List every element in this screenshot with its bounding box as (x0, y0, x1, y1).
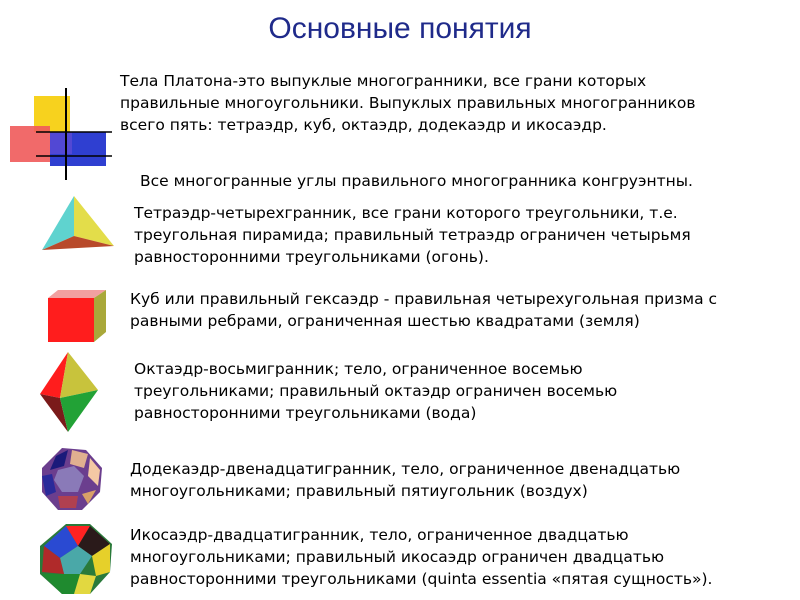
description-line: равными ребрами, ограниченная шестью квадратами (земля) (130, 312, 640, 330)
cube-icon (44, 286, 110, 346)
description-line: многоугольниками; правильный пятиугольник (воздух) (130, 482, 588, 500)
intro-line: правильные многоугольники. Выпуклых правильных многогранников (120, 94, 696, 112)
description-line: Тетраэдр-четырехгранник, все грани которого треугольники, т.е. (134, 204, 678, 222)
intro-line: всего пять: тетраэдр, куб, октаэдр, додекаэдр и икосаэдр. (120, 116, 607, 134)
description-line: Октаэдр-восьмигранник; тело, ограниченное восемью (134, 360, 583, 378)
description-line: Икосаэдр-двадцатигранник, тело, ограниченное двадцатью (130, 526, 629, 544)
description-line: Куб или правильный гексаэдр - правильная четырехугольная призма с (130, 290, 718, 308)
icosahedron-icon (36, 522, 116, 596)
description-line: равносторонними треугольниками (quinta essentia «пятая сущность»). (130, 570, 713, 588)
description-line: Додекаэдр-двенадцатигранник, тело, ограниченное двенадцатью (130, 460, 681, 478)
description-line: треугольная пирамида; правильный тетраэдр ограничен четырьмя (134, 226, 691, 244)
description-line: равносторонними треугольниками (вода) (134, 404, 477, 422)
octahedron-icon (38, 350, 102, 434)
color-squares-logo-icon (8, 88, 112, 180)
intro-line: Тела Платона-это выпуклые многогранники, все грани которых (120, 72, 647, 90)
dodecahedron-icon (38, 446, 106, 514)
description-line: равносторонними треугольниками (огонь). (134, 248, 489, 266)
description-line: многоугольниками; правильный икосаэдр ограничен двадцатью (130, 548, 665, 566)
angles-note: Все многогранные углы правильного многогранника конгруэнтны. (140, 172, 693, 190)
description-line: треугольниками; правильный октаэдр ограничен восемью (134, 382, 618, 400)
page-title: Основные понятия (268, 12, 532, 45)
tetrahedron-icon (38, 194, 118, 256)
